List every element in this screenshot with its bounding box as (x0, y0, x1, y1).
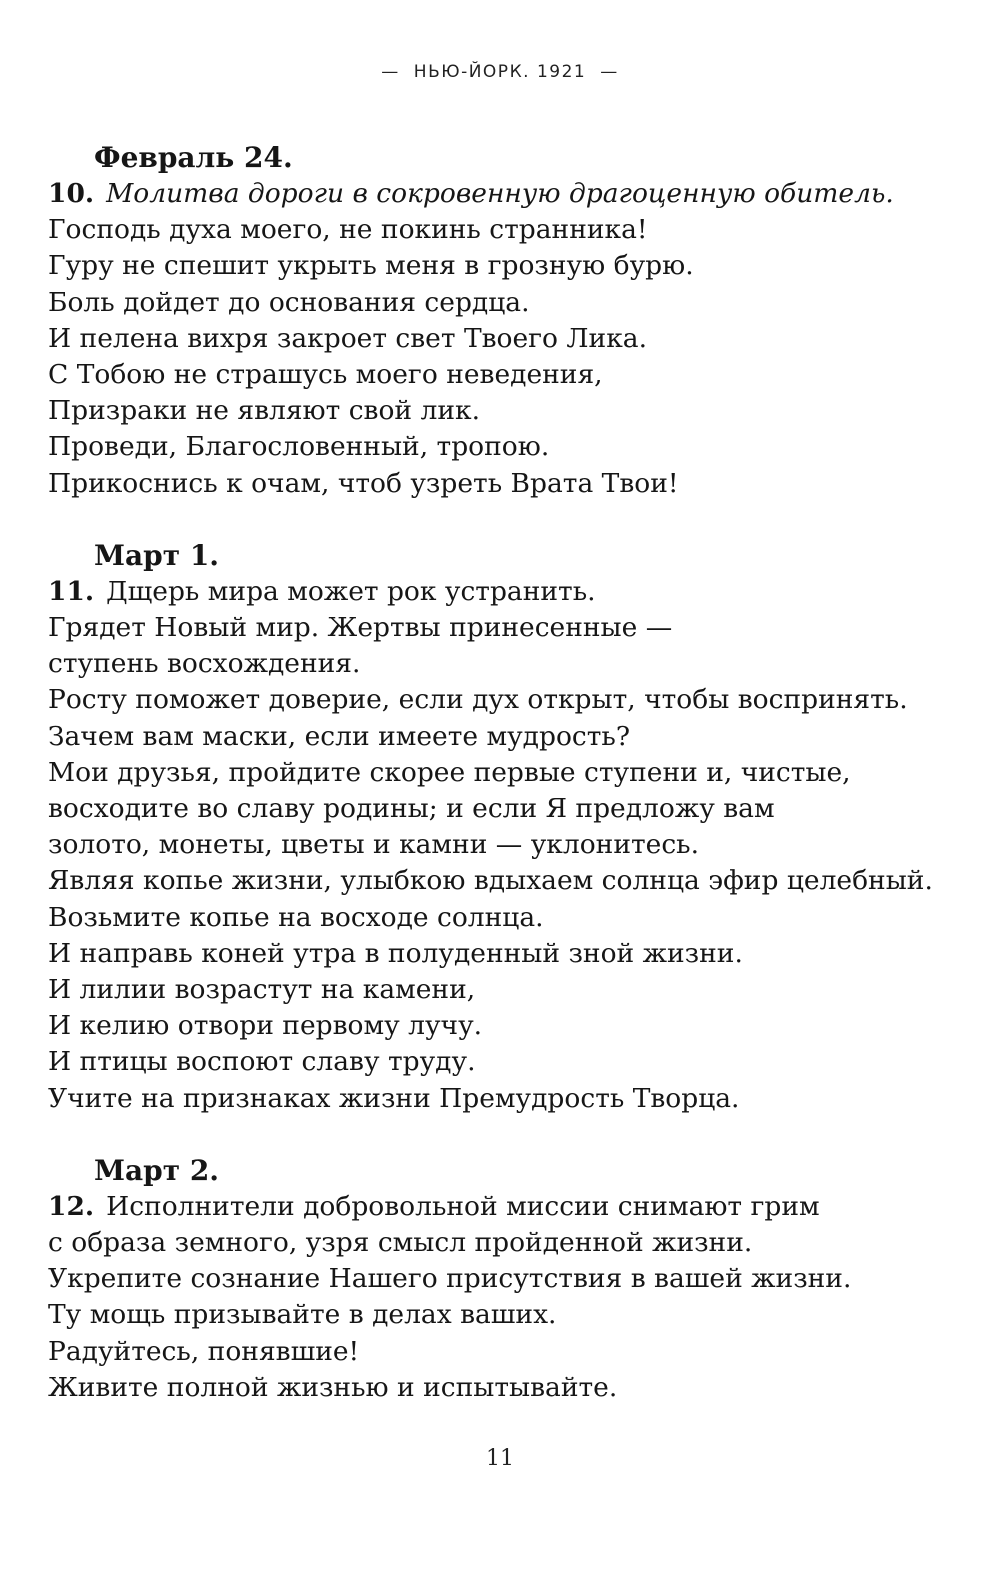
entry-date: Март 1. (94, 538, 220, 572)
verse-line: И пелена вихря закроет свет Твоего Лика. (48, 322, 647, 354)
entry-first-line (48, 176, 968, 212)
verse-line: Являя копье жизни, улыбкою вдыхаем солнца эфир целебный. (48, 865, 933, 897)
entry-first-line (48, 1189, 968, 1225)
verse-line: Росту поможет доверие, если дух открыт, чтобы воспринять. (48, 684, 908, 716)
verse-line: Проведи, Благословенный, тропою. (48, 431, 550, 463)
entry-10 (48, 140, 968, 502)
entry-number: 11. (48, 575, 95, 607)
verse-line: ступень восхождения. (48, 648, 361, 680)
entry-number: 12. (48, 1190, 95, 1222)
verse-line: Зачем вам маски, если имеете мудрость? (48, 720, 631, 752)
entry-first-text: Исполнители добровольной миссии снимают грим (106, 1190, 820, 1222)
verse-line: Возьмите копье на восходе солнца. (48, 901, 544, 933)
verse-line: восходите во славу родины; и если Я предложу вам (48, 793, 775, 825)
verse-line: Ту мощь призывайте в делах ваших. (48, 1299, 557, 1331)
verse-line: Господь духа моего, не покинь странника! (48, 214, 648, 246)
entry-date: Февраль 24. (94, 141, 293, 174)
verse-line: И направь коней утра в полуденный зной жизни. (48, 937, 743, 969)
entry-date: Март 2. (94, 1153, 220, 1187)
verse-line: золото, монеты, цветы и камни — уклонитесь. (48, 829, 700, 861)
entry-first-text: Дщерь мира может рок устранить. (106, 575, 596, 607)
running-head (0, 62, 1000, 82)
verse-line: И келию отвори первому лучу. (48, 1010, 483, 1042)
verse-line: И птицы воспоют славу труду. (48, 1046, 476, 1078)
entry-12 (48, 1153, 968, 1406)
running-head-dash-right: — (600, 62, 619, 82)
verse-line: Гуру не спешит укрыть меня в грозную бурю. (48, 250, 694, 282)
verse-line: Призраки не являют свой лик. (48, 395, 480, 427)
entry-title-italic: Молитва дороги в сокровенную драгоценную обитель. (106, 178, 894, 209)
entry-11 (48, 538, 968, 1117)
entry-first-line (48, 574, 968, 610)
running-head-dash-left: — (381, 62, 400, 82)
running-head-title: НЬЮ-ЙОРК. 1921 (413, 62, 587, 82)
page-number: 11 (486, 1446, 514, 1471)
verse-line: Укрепите сознание Нашего присутствия в вашей жизни. (48, 1263, 852, 1295)
verse-line: Мои друзья, пройдите скорее первые ступени и, чистые, (48, 756, 851, 788)
entry-number: 10. (48, 178, 95, 209)
verse-line: Живите полной жизнью и испытывайте. (48, 1371, 618, 1403)
verse-line: Прикоснись к очам, чтоб узреть Врата Твои! (48, 467, 679, 499)
verse-line: Радуйтесь, понявшие! (48, 1335, 360, 1367)
verse-line: Боль дойдет до основания сердца. (48, 286, 530, 318)
verse-line: И лилии возрастут на камени, (48, 974, 476, 1006)
verse-line: С Тобою не страшусь моего неведения, (48, 359, 603, 391)
verse-line: с образа земного, узря смысл пройденной жизни. (48, 1227, 753, 1259)
verse-line: Грядет Новый мир. Жертвы принесенные — (48, 612, 673, 644)
verse-line: Учите на признаках жизни Премудрость Творца. (48, 1082, 740, 1114)
page-content (48, 140, 968, 1406)
